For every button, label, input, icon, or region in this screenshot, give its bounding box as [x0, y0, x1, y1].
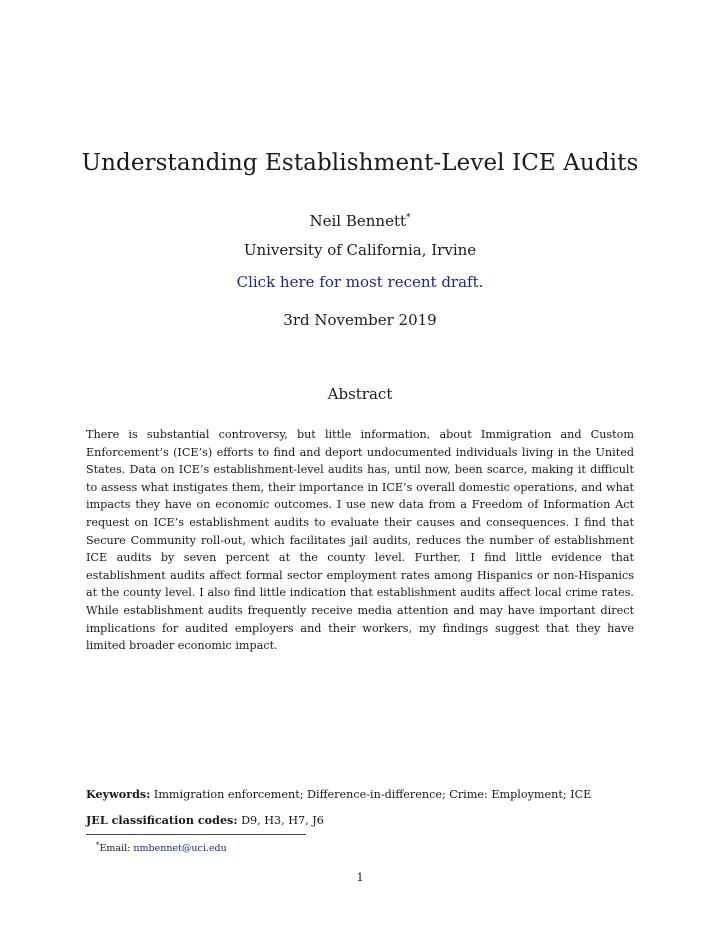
- abstract-heading: Abstract: [327, 385, 393, 403]
- footnote: [96, 838, 227, 856]
- footnote-mark: *: [96, 841, 100, 849]
- paper-date: 3rd November 2019: [283, 311, 437, 329]
- jel-line: [86, 812, 646, 829]
- recent-draft-link[interactable]: Click here for most recent draft.: [236, 273, 484, 291]
- footnote-rule: [86, 834, 306, 835]
- keywords-label: Keywords:: [86, 787, 151, 801]
- author-footnote-mark: *: [406, 213, 411, 223]
- affiliation: University of California, Irvine: [243, 241, 477, 259]
- abstract-body: There is substantial controversy, but little information, about Immigration and Custom Enforcement’s (ICE’s) efforts to find and deport undocumented individuals living in the United States. Data on ICE’s establishment-level audits has, until now, been scarce, making it difficult to assess what instigates them, their importance in ICE’s overall domestic operations, and what impacts they have on economic outcomes. I use new data from a Freedom of Information Act request on ICE’s establishment audits to evaluate their causes and consequences. I find that Secure Community roll-out, which facilitates jail audits, reduces the number of establishment ICE audits by seven percent at the county level. Further, I find little evidence that establishment audits affect formal sector employment rates among Hispanics or non-Hispanics at the county level. I also find little indication that establishment audits affect local crime rates. While establishment audits frequently receive media attention and may have important direct implications for audited employers and their workers, my findings suggest that they have limited broader economic impact.: [86, 428, 634, 653]
- jel-value: D9, H3, H7, J6: [241, 814, 324, 827]
- author-line: [0, 208, 720, 231]
- page-number: 1: [356, 871, 364, 884]
- keywords-value: Immigration enforcement; Difference-in-difference; Crime: Employment; ICE: [153, 788, 592, 801]
- footnote-email-link[interactable]: nmbennet@uci.edu: [133, 843, 227, 854]
- author-name: Neil Bennett: [309, 212, 407, 230]
- keywords-line: [86, 786, 646, 803]
- jel-label: JEL classification codes:: [86, 813, 238, 827]
- paper-title: Understanding Establishment-Level ICE Audits: [81, 150, 639, 176]
- footnote-email-label: Email:: [99, 843, 131, 854]
